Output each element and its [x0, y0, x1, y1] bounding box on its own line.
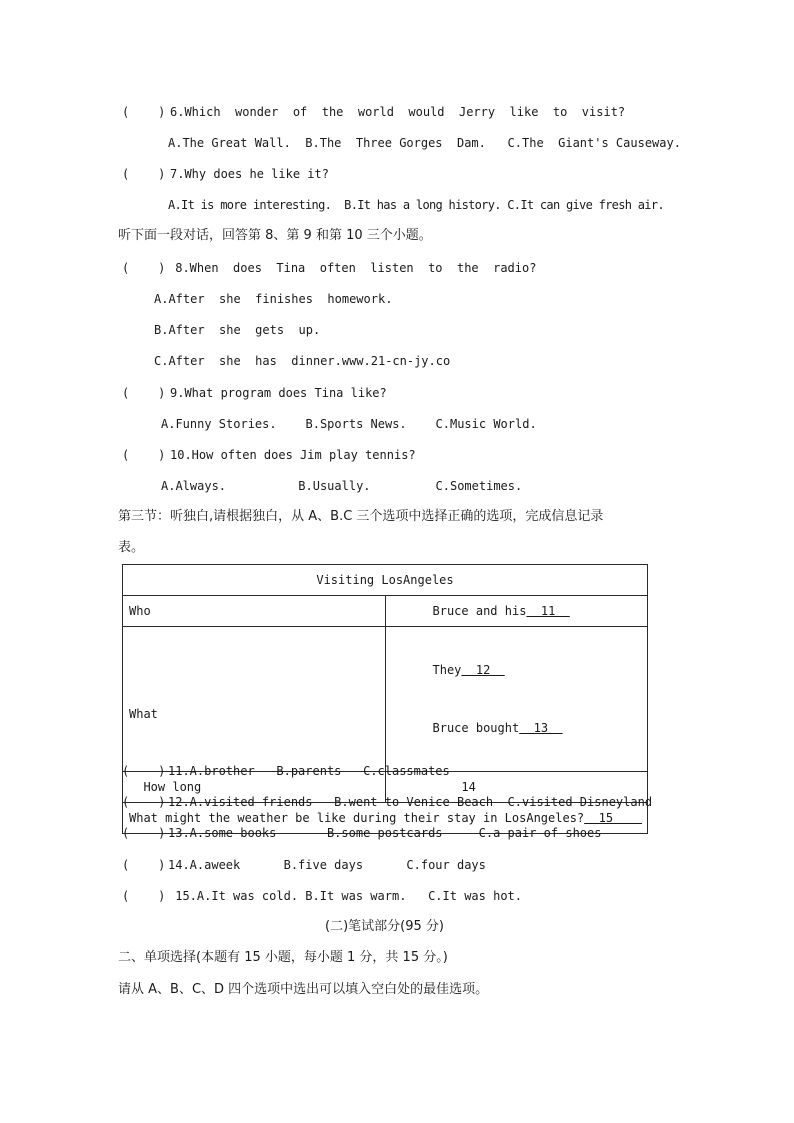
- q8-paren[interactable]: ( ): [122, 261, 166, 275]
- q8-option-c: C.After she has dinner.www.21-cn-jy.co: [154, 354, 451, 368]
- section3-instruction: 第三节：听独白,请根据独白，从 A、B.C 三个选项中选择正确的选项，完成信息记录: [118, 509, 604, 524]
- q9-options: A.Funny Stories. B.Sports News. C.Music World.: [161, 417, 537, 431]
- q14-paren[interactable]: ( ): [122, 858, 166, 872]
- q13-paren[interactable]: ( ): [122, 826, 166, 840]
- what-value-2: Bruce bought: [432, 721, 520, 735]
- howlong-label: How long: [123, 772, 386, 803]
- q6-paren[interactable]: ( ): [122, 105, 166, 119]
- table-row-what: [123, 627, 648, 772]
- q7-stem: 7.Why does he like it?: [170, 167, 329, 181]
- q8-option-a: A.After she finishes homework.: [154, 292, 393, 306]
- what-value-cell: [385, 627, 648, 772]
- blank-14[interactable]: 14: [385, 772, 648, 803]
- table-title: Visiting LosAngeles: [123, 565, 648, 596]
- q9-paren[interactable]: ( ): [122, 386, 166, 400]
- who-value-cell: [385, 596, 648, 627]
- q7-paren[interactable]: ( ): [122, 167, 166, 181]
- blank-13[interactable]: 13: [519, 721, 563, 735]
- table-title-row: [123, 565, 648, 596]
- weather-question: What might the weather be like during their stay in LosAngeles?: [129, 811, 585, 825]
- q10-paren[interactable]: ( ): [122, 448, 166, 462]
- single-choice-title: 二、单项选择(本题有 15 小题，每小题 1 分，共 15 分。): [118, 950, 448, 965]
- blank-11[interactable]: 11: [526, 604, 570, 618]
- q11-options: 11.A.brother B.parents C.classmates: [168, 764, 450, 778]
- dialogue-intro: 听下面一段对话，回答第 8、第 9 和第 10 三个小题。: [118, 228, 432, 243]
- q6-stem: 6.Which wonder of the world would Jerry like to visit?: [170, 105, 626, 119]
- q12-options: 12.A.visited friends B.went to Venice Beach C.visited Disneyland: [168, 795, 653, 809]
- q6-options: A.The Great Wall. B.The Three Gorges Dam. C.The Giant's Causeway.: [168, 136, 681, 150]
- table-row-who: [123, 596, 648, 627]
- q7-options: A.It is more interesting. B.It has a long history. C.It can give fresh air.: [168, 198, 664, 212]
- q8-stem: 8.When does Tina often listen to the radio?: [168, 261, 537, 275]
- q8-option-b: B.After she gets up.: [154, 323, 321, 337]
- q13-options: 13.A.some books B.some postcards C.a pair of shoes: [168, 826, 602, 840]
- q15-options: 15.A.It was cold. B.It was warm. C.It was hot.: [168, 889, 523, 903]
- who-value: Bruce and his: [432, 604, 527, 618]
- what-line-2: [433, 713, 642, 743]
- written-part-heading: (二)笔试部分(95 分): [325, 919, 444, 934]
- what-line-1: [433, 655, 642, 685]
- q14-options: 14.A.aweek B.five days C.four days: [168, 858, 486, 872]
- blank-12[interactable]: 12: [461, 663, 505, 677]
- q10-stem: 10.How often does Jim play tennis?: [170, 448, 416, 462]
- q10-options: A.Always. B.Usually. C.Sometimes.: [161, 479, 523, 493]
- what-label-cell: [123, 627, 386, 772]
- section3-instruction-cont: 表。: [118, 540, 145, 555]
- who-label: Who: [123, 596, 386, 627]
- single-choice-instruction: 请从 A、B、C、D 四个选项中选出可以填入空白处的最佳选项。: [118, 982, 489, 997]
- q11-paren[interactable]: ( ): [122, 764, 166, 778]
- what-value-1: They: [432, 663, 462, 677]
- q9-stem: 9.What program does Tina like?: [170, 386, 387, 400]
- blank-15[interactable]: 15: [584, 811, 642, 825]
- q12-paren[interactable]: ( ): [122, 795, 166, 809]
- q15-paren[interactable]: ( ): [122, 889, 166, 903]
- what-label: What: [129, 707, 158, 721]
